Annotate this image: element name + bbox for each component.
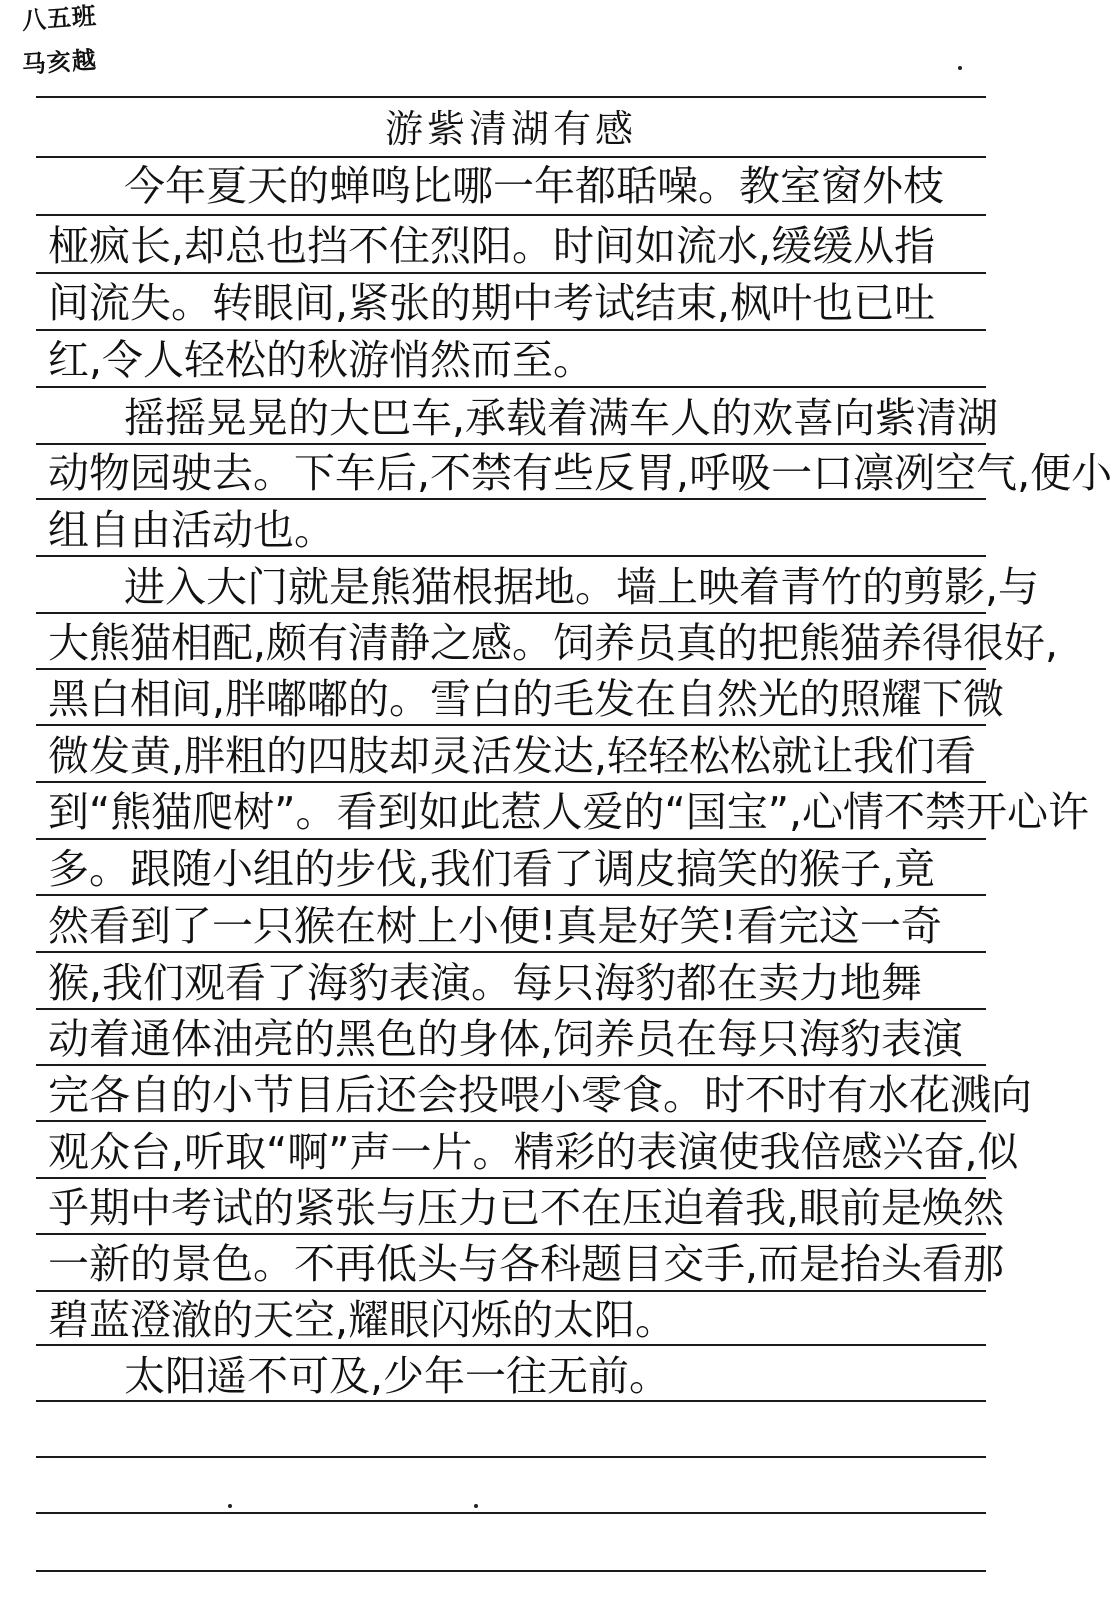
essay-title: 游紫清湖有感 bbox=[384, 107, 637, 151]
ruled-line bbox=[36, 612, 986, 614]
essay-line-15: 猴,我们观看了海豹表演。每只海豹都在卖力地舞 bbox=[48, 959, 923, 1007]
essay-line-16: 动着通体油亮的黑色的身体,饲养员在每只海豹表演 bbox=[48, 1015, 964, 1063]
ruled-line bbox=[36, 1344, 986, 1346]
author-name: 马亥越 bbox=[21, 45, 98, 79]
ruled-line bbox=[36, 214, 986, 216]
ruled-line bbox=[36, 1120, 986, 1122]
ruled-line bbox=[36, 555, 986, 557]
essay-line-14: 然看到了一只猴在树上小便!真是好笑!看完这一奇 bbox=[48, 902, 942, 950]
essay-line-17: 完各自的小节目后还会投喂小零食。时不时有水花溅向 bbox=[48, 1071, 1032, 1119]
essay-line-1: 今年夏天的蝉鸣比哪一年都聒噪。教室窗外枝 bbox=[124, 162, 944, 210]
ruled-line bbox=[36, 272, 986, 274]
ruled-line bbox=[36, 1570, 986, 1572]
paper-speck bbox=[474, 1504, 478, 1508]
essay-line-22: 太阳遥不可及,少年一往无前。 bbox=[124, 1352, 671, 1400]
ruled-line bbox=[36, 1456, 986, 1458]
ruled-line bbox=[36, 1008, 986, 1010]
ruled-line bbox=[36, 1064, 986, 1066]
ruled-line bbox=[36, 96, 986, 98]
ruled-line bbox=[36, 724, 986, 726]
ruled-line bbox=[36, 156, 986, 158]
essay-line-21: 碧蓝澄澈的天空,耀眼闪烁的太阳。 bbox=[48, 1296, 677, 1344]
essay-line-18: 观众台,听取“啊”声一片。精彩的表演使我倍感兴奋,似 bbox=[48, 1128, 1019, 1176]
ruled-line bbox=[36, 498, 986, 500]
ruled-line bbox=[36, 1177, 986, 1179]
ruled-line bbox=[36, 329, 986, 331]
class-label: 八五班 bbox=[21, 1, 98, 35]
essay-line-4: 红,令人轻松的秋游悄然而至。 bbox=[48, 336, 595, 384]
essay-line-6: 动物园驶去。下车后,不禁有些反胃,呼吸一口凛冽空气,便小 bbox=[48, 449, 1112, 497]
essay-line-7: 组自由活动也。 bbox=[48, 506, 335, 554]
ruled-line bbox=[36, 838, 986, 840]
paper-speck bbox=[958, 66, 962, 70]
ruled-line bbox=[36, 781, 986, 783]
essay-line-8: 进入大门就是熊猫根据地。墙上映着青竹的剪影,与 bbox=[124, 563, 1040, 611]
ruled-line bbox=[36, 894, 986, 896]
ruled-line bbox=[36, 668, 986, 670]
ruled-line bbox=[36, 443, 986, 445]
essay-line-2: 桠疯长,却总也挡不住烈阳。时间如流水,缓缓从指 bbox=[48, 222, 936, 270]
essay-line-10: 黑白相间,胖嘟嘟的。雪白的毛发在自然光的照耀下微 bbox=[48, 675, 1005, 723]
ruled-line bbox=[36, 1290, 986, 1292]
essay-line-9: 大熊猫相配,颇有清静之感。饲养员真的把熊猫养得很好, bbox=[48, 619, 1059, 667]
essay-line-13: 多。跟随小组的步伐,我们看了调皮搞笑的猴子,竟 bbox=[48, 845, 936, 893]
essay-line-5: 摇摇晃晃的大巴车,承载着满车人的欢喜向紫清湖 bbox=[124, 394, 999, 442]
essay-line-3: 间流失。转眼间,紧张的期中考试结束,枫叶也已吐 bbox=[48, 279, 936, 327]
essay-line-11: 微发黄,胖粗的四肢却灵活发达,轻轻松松就让我们看 bbox=[48, 732, 977, 780]
paper-speck bbox=[228, 1504, 232, 1508]
ruled-line bbox=[36, 1400, 986, 1402]
ruled-line bbox=[36, 1233, 986, 1235]
ruled-line bbox=[36, 386, 986, 388]
essay-line-12: 到“熊猫爬树”。看到如此惹人爱的“国宝”,心情不禁开心许 bbox=[48, 788, 1089, 836]
essay-line-19: 乎期中考试的紧张与压力已不在压迫着我,眼前是焕然 bbox=[48, 1184, 1005, 1232]
essay-line-20: 一新的景色。不再低头与各科题目交手,而是抬头看那 bbox=[48, 1240, 1005, 1288]
ruled-line bbox=[36, 951, 986, 953]
ruled-line bbox=[36, 1512, 986, 1514]
